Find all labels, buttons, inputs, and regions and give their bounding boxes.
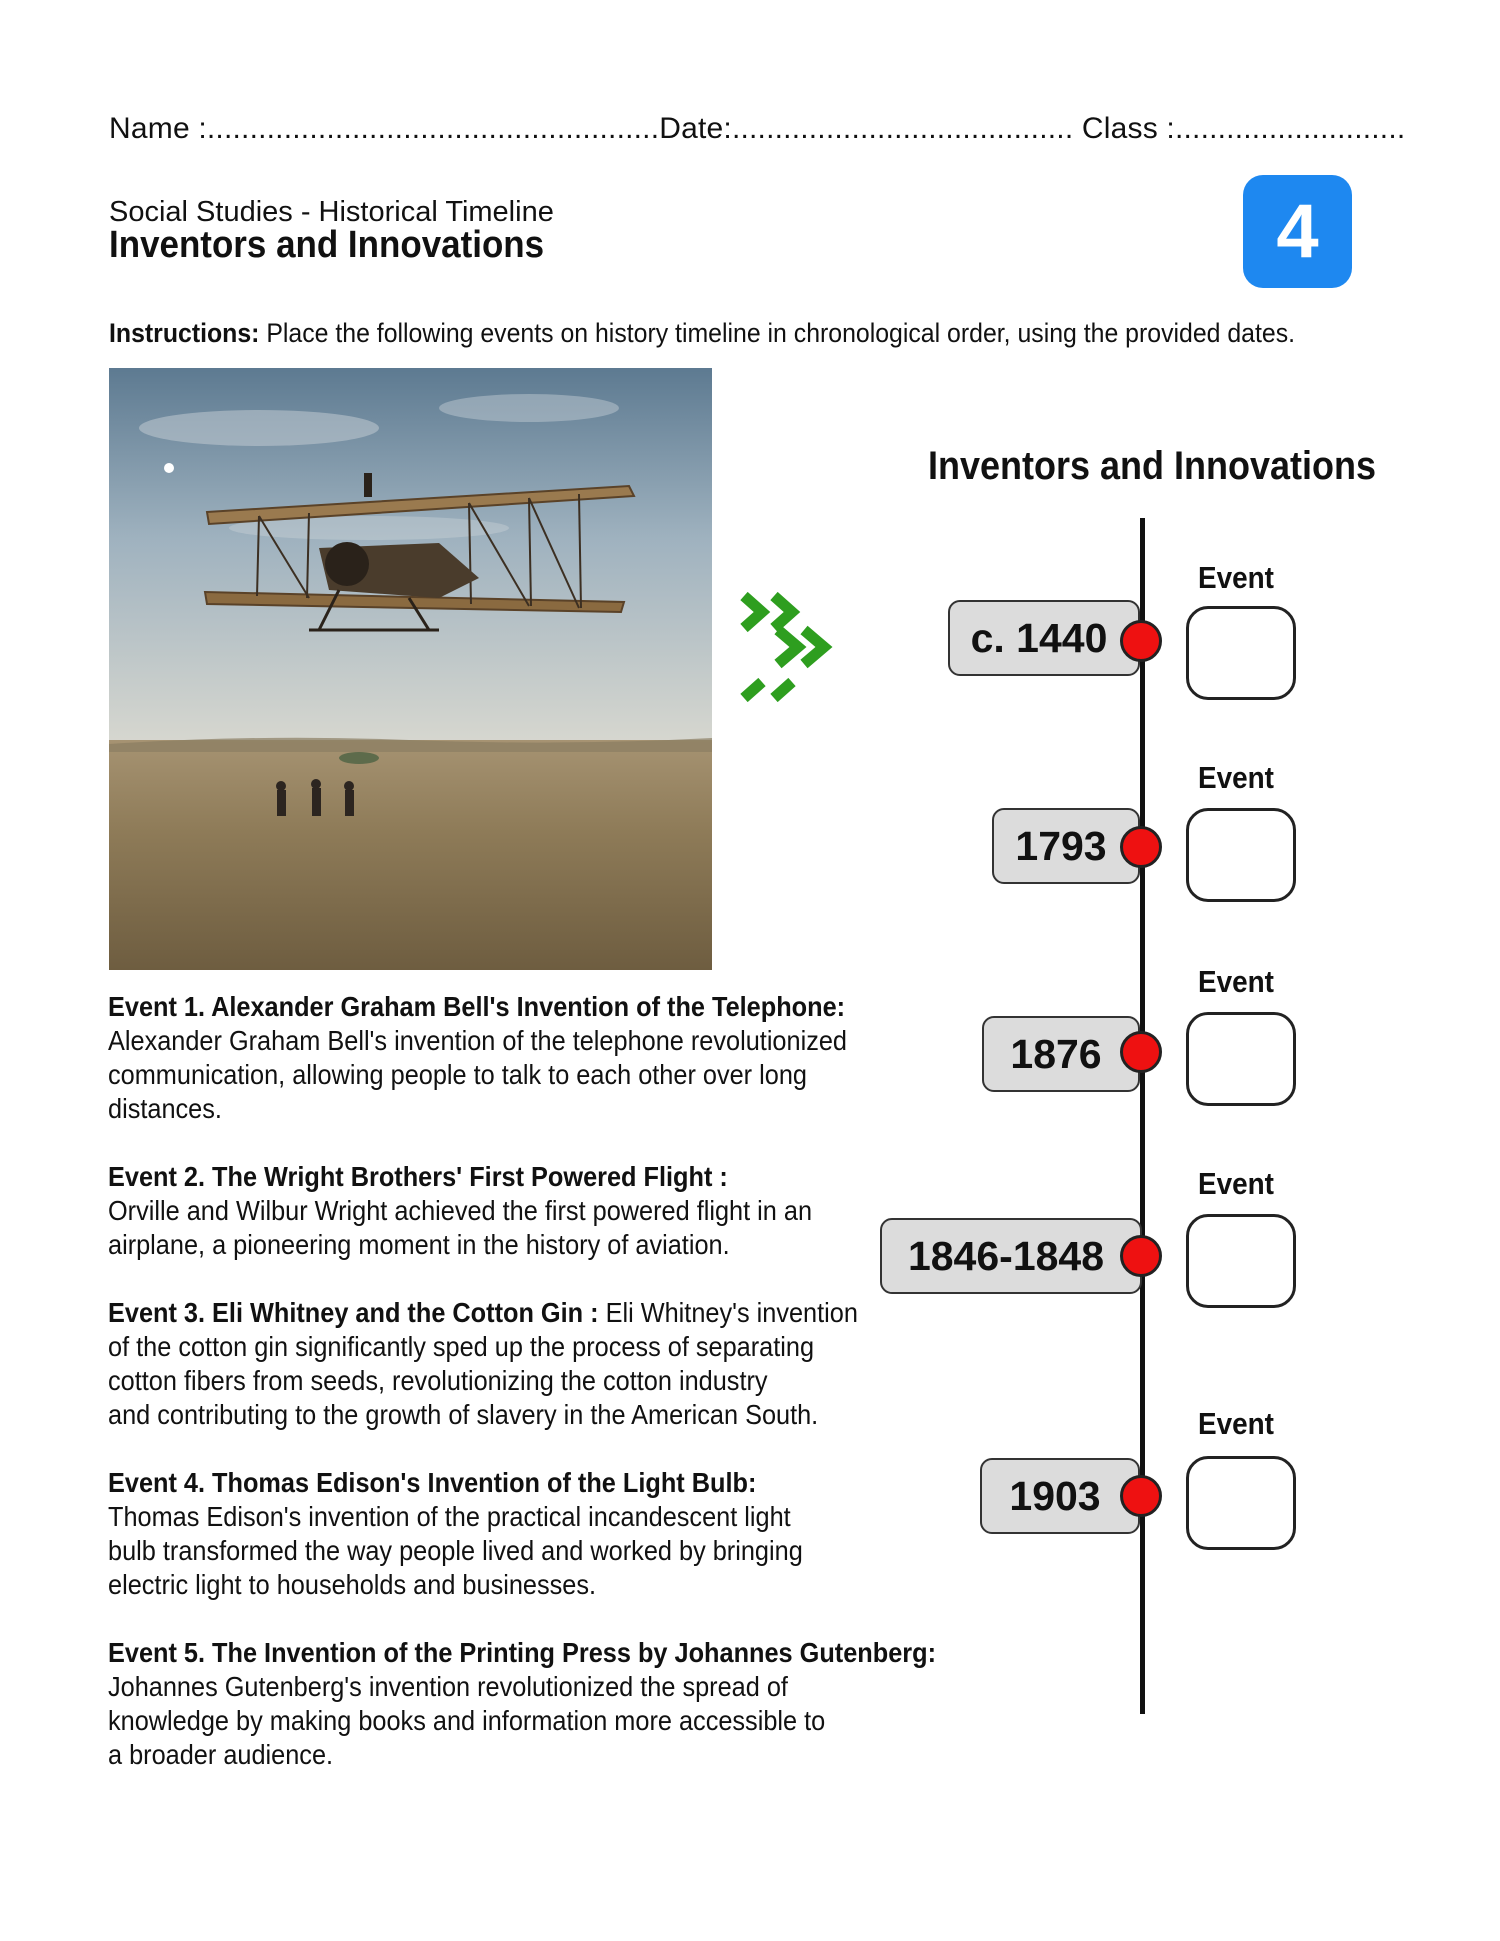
event-text-inline: Eli Whitney's invention — [598, 1297, 858, 1328]
event-text-line: distances. — [108, 1093, 222, 1124]
timeline-date: 1903 — [980, 1458, 1140, 1534]
timeline-event-label: Event — [1198, 760, 1274, 795]
instructions-text: Place the following events on history timeline in chronological order, using the provided dates. — [259, 318, 1296, 348]
event-heading: Event 5. The Invention of the Printing Press by Johannes Gutenberg: — [108, 1637, 936, 1668]
worksheet-title: Inventors and Innovations — [109, 224, 545, 266]
timeline-marker — [1120, 1031, 1162, 1073]
timeline-event-label: Event — [1198, 964, 1274, 999]
event-description-2 — [108, 1160, 936, 1262]
timeline-event-label: Event — [1198, 1166, 1274, 1201]
timeline-event-answer-box[interactable] — [1186, 1456, 1296, 1550]
event-heading: Event 4. Thomas Edison's Invention of the Light Bulb: — [108, 1467, 757, 1498]
event-text-line: electric light to households and businesses. — [108, 1569, 597, 1600]
timeline-event-answer-box[interactable] — [1186, 606, 1296, 700]
timeline-axis — [1140, 518, 1145, 1714]
timeline-date: 1846-1848 — [880, 1218, 1142, 1294]
timeline-event-answer-box[interactable] — [1186, 808, 1296, 902]
timeline-marker — [1120, 1235, 1162, 1277]
timeline-title: Inventors and Innovations — [928, 444, 1377, 488]
event-text-line: knowledge by making books and information more accessible to — [108, 1705, 826, 1736]
chevron-arrows-icon — [738, 592, 834, 707]
instructions-label: Instructions: — [109, 318, 260, 348]
student-info-line: Name :.....................................................Date:........................................ Class :........................... — [109, 112, 1406, 145]
event-text-line: Thomas Edison's invention of the practical incandescent light — [108, 1501, 791, 1532]
event-text-line: airplane, a pioneering moment in the history of aviation. — [108, 1229, 730, 1260]
worksheet-number-badge: 4 — [1243, 175, 1352, 288]
event-heading: Event 2. The Wright Brothers' First Powered Flight : — [108, 1161, 728, 1192]
event-text-line: of the cotton gin significantly sped up the process of separating — [108, 1331, 815, 1362]
event-description-3 — [108, 1296, 936, 1432]
timeline-date: c. 1440 — [948, 600, 1140, 676]
timeline-marker — [1120, 620, 1162, 662]
timeline-marker — [1120, 1475, 1162, 1517]
timeline-event-label: Event — [1198, 1406, 1274, 1441]
timeline-event-answer-box[interactable] — [1186, 1214, 1296, 1308]
event-heading: Event 3. Eli Whitney and the Cotton Gin : — [108, 1297, 599, 1328]
timeline-date: 1793 — [992, 808, 1140, 884]
event-description-5 — [108, 1636, 936, 1772]
timeline-marker — [1120, 826, 1162, 868]
instructions — [109, 318, 1295, 349]
event-description-4 — [108, 1466, 936, 1602]
biplane-photo — [109, 368, 712, 970]
subject-line: Social Studies - Historical Timeline — [109, 196, 554, 228]
event-description-1 — [108, 990, 936, 1126]
timeline-event-answer-box[interactable] — [1186, 1012, 1296, 1106]
event-text-line: communication, allowing people to talk to each other over long — [108, 1059, 807, 1090]
timeline-event-label: Event — [1198, 560, 1274, 595]
event-heading: Event 1. Alexander Graham Bell's Invention of the Telephone: — [108, 991, 846, 1022]
event-text-line: Alexander Graham Bell's invention of the telephone revolutionized — [108, 1025, 847, 1056]
event-descriptions — [108, 990, 938, 1806]
event-text-line: and contributing to the growth of slavery in the American South. — [108, 1399, 819, 1430]
event-text-line: Orville and Wilbur Wright achieved the first powered flight in an — [108, 1195, 813, 1226]
event-text-line: a broader audience. — [108, 1739, 334, 1770]
event-text-line: cotton fibers from seeds, revolutionizing the cotton industry — [108, 1365, 768, 1396]
timeline-date: 1876 — [982, 1016, 1140, 1092]
event-text-line: bulb transformed the way people lived and worked by bringing — [108, 1535, 803, 1566]
event-text-line: Johannes Gutenberg's invention revolutionized the spread of — [108, 1671, 788, 1702]
